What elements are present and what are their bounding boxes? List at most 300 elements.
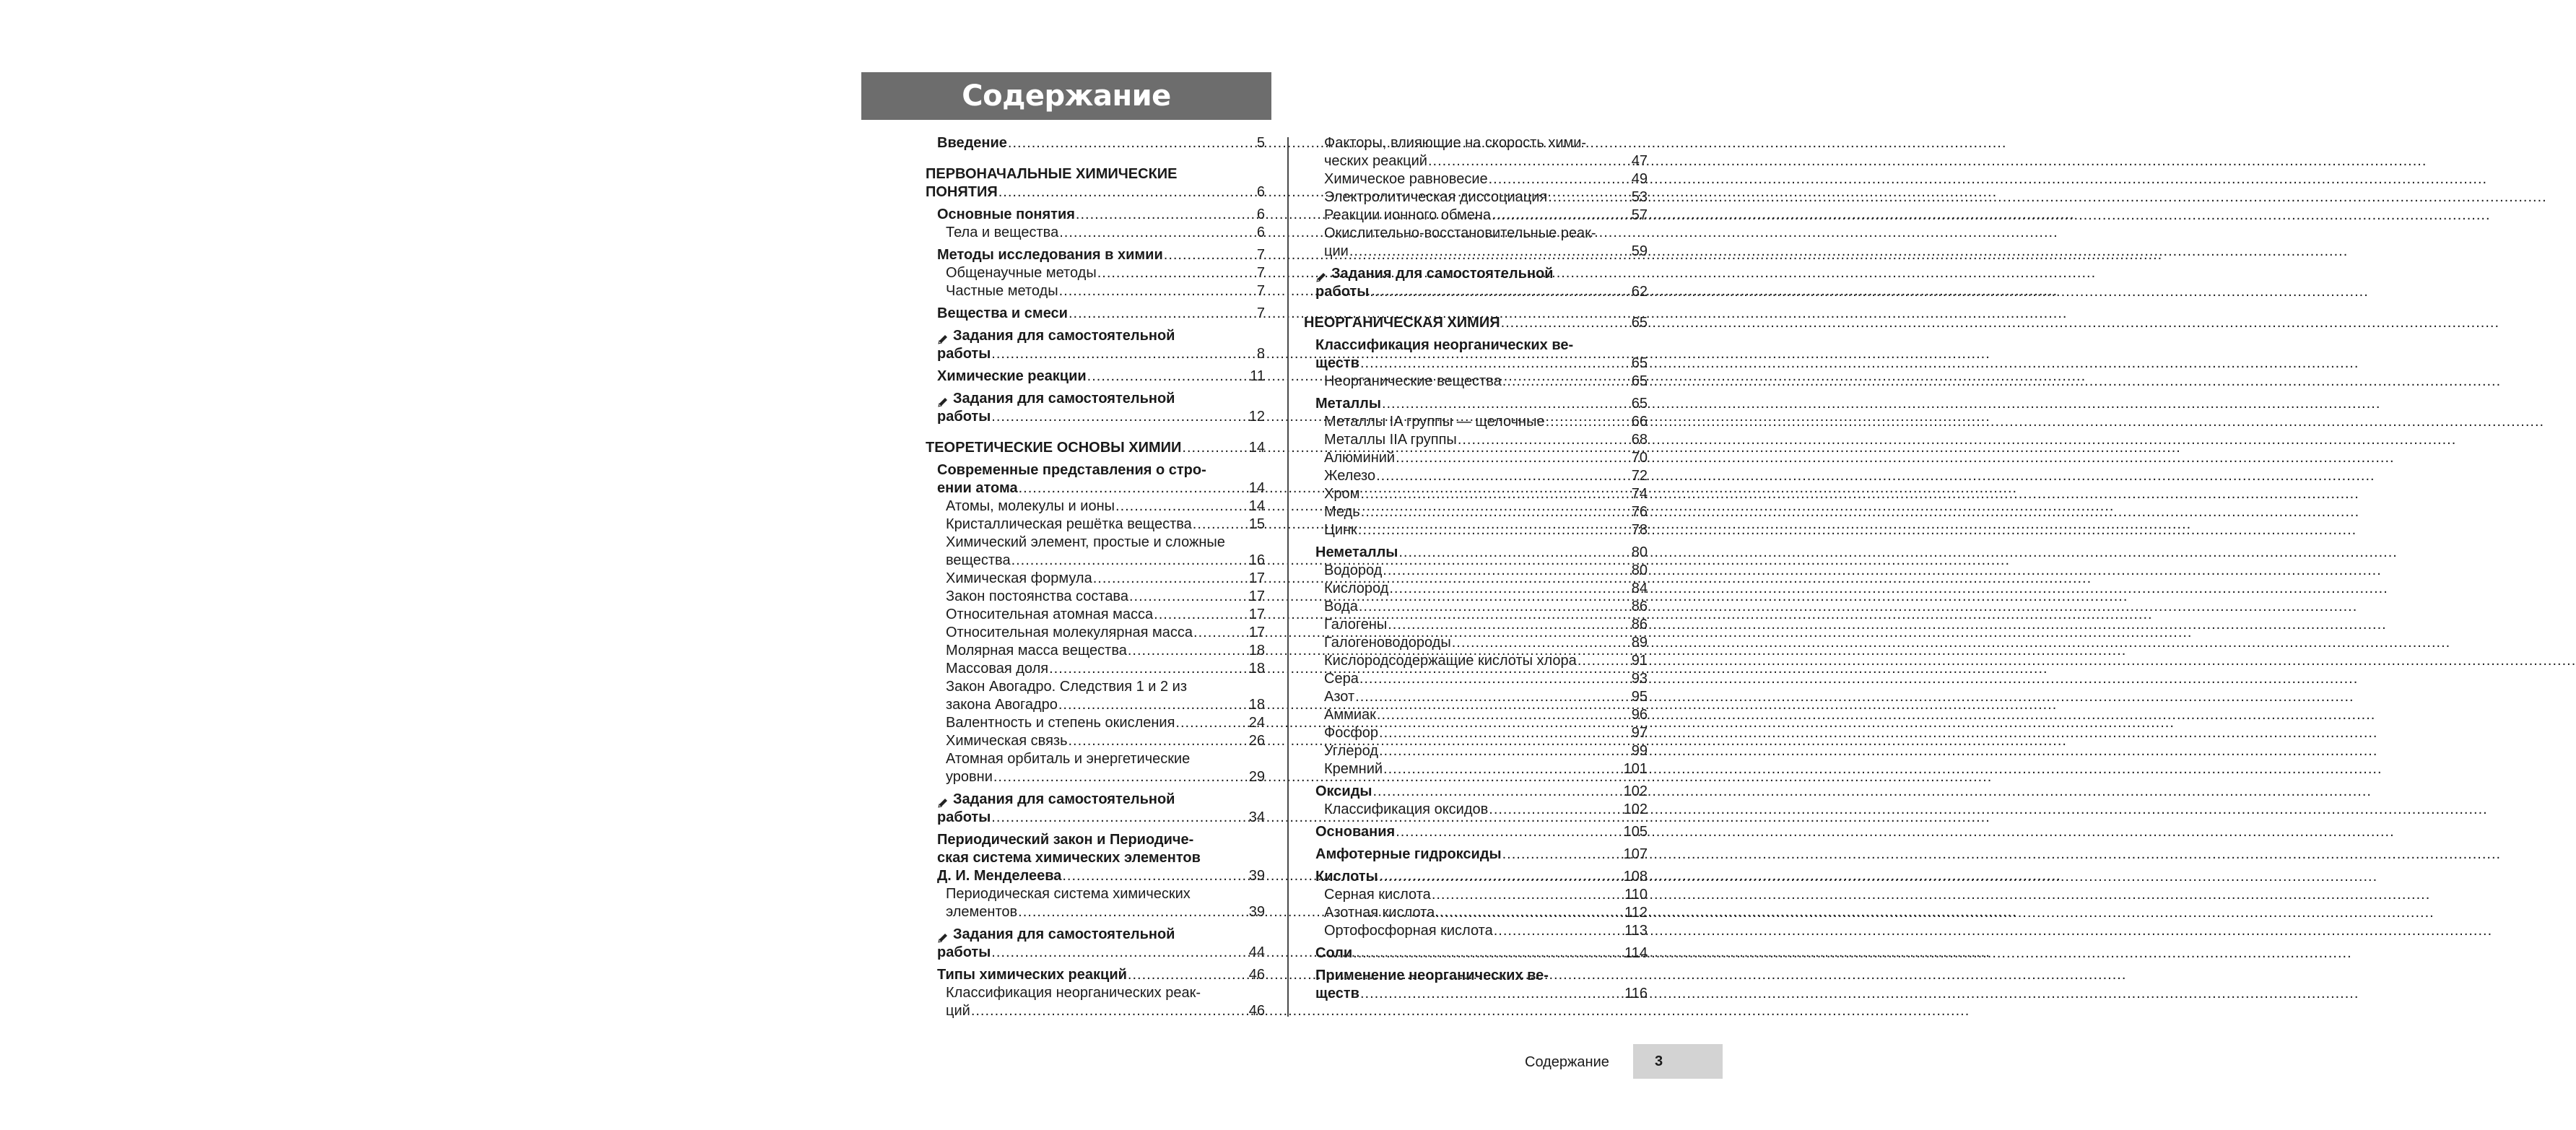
toc-entry[interactable] bbox=[926, 714, 1265, 732]
leader-dots bbox=[1492, 207, 1631, 225]
toc-entry[interactable] bbox=[1304, 652, 1648, 670]
toc-entry-line bbox=[1324, 598, 1648, 616]
toc-entry-line bbox=[1324, 373, 1648, 391]
toc-page-number: 108 bbox=[1623, 869, 1648, 885]
toc-entry[interactable] bbox=[1304, 449, 1648, 467]
toc-entry-line bbox=[937, 368, 1265, 386]
toc-page-number: 6 bbox=[1256, 225, 1265, 240]
pencil-icon bbox=[1315, 271, 1327, 283]
leader-dots bbox=[1193, 624, 1248, 642]
leader-dots bbox=[1379, 724, 1631, 742]
toc-entry-title: Вещества и смеси bbox=[937, 305, 1068, 321]
toc-entry-title: Задания для самостоятельной bbox=[953, 328, 1175, 344]
toc-entry[interactable] bbox=[1304, 225, 1648, 261]
toc-page-number: 80 bbox=[1631, 544, 1648, 560]
toc-entry[interactable] bbox=[926, 368, 1265, 386]
toc-entry[interactable] bbox=[1304, 967, 1648, 1003]
toc-entry-title: Кристаллическая решётка вещества bbox=[946, 516, 1192, 532]
toc-entry-line bbox=[946, 642, 1265, 660]
toc-entry[interactable] bbox=[926, 750, 1265, 786]
leader-dots bbox=[1382, 395, 1631, 413]
toc-entry[interactable] bbox=[926, 246, 1265, 264]
toc-page-number: 53 bbox=[1631, 189, 1648, 205]
toc-entry-title: Кремний bbox=[1324, 761, 1383, 777]
toc-entry[interactable] bbox=[926, 134, 1265, 152]
toc-entry-title: Относительная атомная масса bbox=[946, 607, 1154, 622]
toc-page-number: 86 bbox=[1631, 617, 1648, 633]
toc-entry[interactable] bbox=[926, 588, 1265, 606]
toc-entry-title: Введение bbox=[937, 135, 1007, 151]
toc-entry[interactable] bbox=[1304, 336, 1648, 373]
toc-column-left bbox=[926, 134, 1265, 1020]
toc-entry-line bbox=[926, 439, 1265, 457]
toc-entry[interactable] bbox=[1304, 562, 1648, 580]
toc-entry-line bbox=[1315, 868, 1648, 886]
toc-page-number: 99 bbox=[1631, 743, 1648, 759]
leader-dots bbox=[991, 944, 1248, 962]
leader-dots bbox=[1398, 544, 1630, 562]
toc-entry-title: ТЕОРЕТИЧЕСКИЕ ОСНОВЫ ХИМИИ bbox=[926, 440, 1182, 456]
toc-entry[interactable] bbox=[1304, 207, 1648, 225]
leader-dots bbox=[1018, 903, 1248, 921]
toc-entry[interactable] bbox=[1304, 188, 1648, 207]
toc-entry-line bbox=[1315, 395, 1648, 413]
toc-entry-line bbox=[1324, 467, 1648, 485]
toc-entry-line bbox=[1324, 207, 1648, 225]
toc-entry-line bbox=[937, 831, 1265, 849]
leader-dots bbox=[1128, 642, 1248, 660]
toc-entry-title: Периодический закон и Периодиче- bbox=[937, 832, 1194, 848]
toc-page-number: 7 bbox=[1256, 265, 1265, 281]
toc-entry-line bbox=[946, 696, 1265, 714]
toc-entry-line bbox=[1324, 580, 1648, 598]
leader-dots bbox=[1076, 206, 1256, 224]
leader-dots bbox=[1008, 134, 1256, 152]
toc-entry-line bbox=[1324, 503, 1648, 521]
toc-page-number: 70 bbox=[1631, 450, 1648, 466]
toc-entry-line bbox=[1324, 616, 1648, 634]
toc-entry-title: Металлы bbox=[1315, 396, 1381, 412]
toc-entry[interactable] bbox=[926, 606, 1265, 624]
toc-entry[interactable] bbox=[926, 660, 1265, 678]
toc-entry-line bbox=[1324, 760, 1648, 778]
toc-page-number: 29 bbox=[1248, 769, 1265, 785]
toc-entry-title: Серная кислота bbox=[1324, 887, 1431, 903]
toc-entry[interactable] bbox=[926, 516, 1265, 534]
toc-entry-line bbox=[946, 984, 1265, 1002]
toc-entry-title: Атомная орбиталь и энергетические bbox=[946, 751, 1191, 767]
toc-page-number: 17 bbox=[1248, 625, 1265, 640]
toc-entry[interactable] bbox=[1304, 373, 1648, 391]
leader-dots bbox=[1069, 305, 1256, 323]
leader-dots bbox=[1376, 467, 1631, 485]
toc-entry-line bbox=[937, 461, 1265, 479]
toc-page-number: 46 bbox=[1248, 1003, 1265, 1019]
toc-entry-line bbox=[1324, 431, 1648, 449]
toc-entry-title: работы bbox=[937, 346, 991, 362]
toc-entry-title: ществ bbox=[1315, 355, 1359, 371]
leader-dots bbox=[1360, 985, 1624, 1003]
toc-entry-line bbox=[937, 408, 1265, 426]
toc-entry[interactable] bbox=[926, 831, 1265, 885]
leader-dots bbox=[1458, 431, 1631, 449]
toc-entry-line bbox=[937, 809, 1265, 827]
leader-dots bbox=[1501, 314, 1631, 332]
toc-entry-title: Окислительно-восстановительные реак- bbox=[1324, 225, 1596, 241]
toc-entry[interactable] bbox=[1304, 801, 1648, 819]
toc-section[interactable] bbox=[926, 165, 1265, 201]
toc-entry-line bbox=[1324, 449, 1648, 467]
toc-entry-title: ении атома bbox=[937, 480, 1018, 496]
toc-entry-title: Общенаучные методы bbox=[946, 265, 1097, 281]
toc-page-number: 116 bbox=[1624, 986, 1648, 1001]
toc-entry-line bbox=[1324, 188, 1648, 207]
leader-dots bbox=[1435, 904, 1624, 922]
leader-dots bbox=[1578, 652, 1631, 670]
leader-dots bbox=[1359, 670, 1631, 688]
toc-entry[interactable] bbox=[1304, 170, 1648, 188]
toc-page-number: 6 bbox=[1256, 207, 1265, 222]
toc-entry-line bbox=[1324, 521, 1648, 539]
toc-entry[interactable] bbox=[1304, 265, 1648, 301]
pencil-icon bbox=[937, 932, 949, 944]
toc-entry-line bbox=[1324, 225, 1648, 243]
toc-entry[interactable] bbox=[926, 461, 1265, 497]
leader-dots bbox=[1129, 588, 1248, 606]
toc-page-number: 62 bbox=[1631, 284, 1648, 300]
toc-entry-line bbox=[946, 497, 1265, 516]
toc-entry-line bbox=[1315, 336, 1648, 355]
toc-entry-line bbox=[946, 714, 1265, 732]
toc-entry-title: закона Авогадро bbox=[946, 697, 1058, 713]
toc-entry-title: Аммиак bbox=[1324, 707, 1376, 723]
toc-entry-title: Современные представления о стро- bbox=[937, 462, 1206, 478]
toc-page-number: 49 bbox=[1631, 171, 1648, 187]
toc-entry[interactable] bbox=[1304, 485, 1648, 503]
toc-entry-line bbox=[946, 750, 1265, 768]
toc-entry-title: НЕОРГАНИЧЕСКАЯ ХИМИЯ bbox=[1304, 315, 1500, 331]
toc-entry[interactable] bbox=[1304, 521, 1648, 539]
leader-dots bbox=[1388, 616, 1631, 634]
toc-page-number: 65 bbox=[1631, 355, 1648, 371]
toc-entry-title: Факторы, влияющие на скорость хими- bbox=[1324, 135, 1587, 151]
toc-entry-title: Фосфор bbox=[1324, 725, 1379, 741]
toc-page-number: 26 bbox=[1248, 733, 1265, 749]
toc-entry-title: Металлы IIA группы bbox=[1324, 432, 1457, 448]
toc-entry-line bbox=[1315, 823, 1648, 841]
leader-dots bbox=[1097, 264, 1256, 282]
toc-entry-line bbox=[1324, 485, 1648, 503]
toc-entry[interactable] bbox=[1304, 431, 1648, 449]
toc-page-number: 46 bbox=[1248, 967, 1265, 983]
toc-entry[interactable] bbox=[1304, 634, 1648, 652]
toc-entry-line bbox=[1315, 283, 1648, 301]
toc-entry[interactable] bbox=[926, 791, 1265, 827]
toc-entry-title: работы bbox=[937, 409, 991, 425]
toc-entry-line bbox=[1324, 134, 1648, 152]
toc-entry-line bbox=[1324, 886, 1648, 904]
leader-dots bbox=[1383, 562, 1630, 580]
toc-entry-line bbox=[946, 624, 1265, 642]
toc-entry-line bbox=[946, 885, 1265, 903]
toc-entry-line bbox=[937, 944, 1265, 962]
toc-entry[interactable] bbox=[926, 282, 1265, 300]
toc-page-number: 16 bbox=[1248, 552, 1265, 568]
toc-entry-line bbox=[937, 791, 1265, 809]
toc-entry-title: Галогеноводороды bbox=[1324, 635, 1451, 651]
toc-entry[interactable] bbox=[926, 534, 1265, 570]
leader-dots bbox=[1011, 552, 1248, 570]
toc-entry-line bbox=[1324, 670, 1648, 688]
toc-entry-title: работы bbox=[1315, 284, 1370, 300]
toc-entry-line bbox=[937, 327, 1265, 345]
toc-entry-line bbox=[1324, 688, 1648, 706]
toc-entry-title: ПЕРВОНАЧАЛЬНЫЕ ХИМИЧЕСКИЕ bbox=[926, 166, 1178, 182]
toc-entry-title: Медь bbox=[1324, 504, 1360, 520]
toc-entry[interactable] bbox=[926, 966, 1265, 984]
leader-dots bbox=[1154, 606, 1248, 624]
toc-entry-title: Основания bbox=[1315, 824, 1396, 840]
toc-entry-line bbox=[1324, 724, 1648, 742]
toc-entry[interactable] bbox=[1304, 580, 1648, 598]
toc-page-number: 34 bbox=[1248, 809, 1265, 825]
toc-column-right bbox=[1304, 134, 1648, 1003]
toc-page-number: 65 bbox=[1631, 315, 1648, 331]
toc-entry[interactable] bbox=[926, 264, 1265, 282]
leader-dots bbox=[1396, 449, 1631, 467]
toc-page-number: 76 bbox=[1631, 504, 1648, 520]
toc-page-number: 14 bbox=[1248, 480, 1265, 496]
toc-entry[interactable] bbox=[926, 885, 1265, 921]
toc-entry[interactable] bbox=[1304, 670, 1648, 688]
toc-entry-line bbox=[1324, 634, 1648, 652]
toc-entry-title: Массовая доля bbox=[946, 661, 1049, 677]
leader-dots bbox=[1115, 497, 1248, 516]
toc-entry-title: Атомы, молекулы и ионы bbox=[946, 498, 1115, 514]
toc-section[interactable] bbox=[926, 439, 1265, 457]
toc-entry[interactable] bbox=[1304, 846, 1648, 864]
toc-entry[interactable] bbox=[926, 926, 1265, 962]
toc-entry-line bbox=[937, 867, 1265, 885]
toc-entry[interactable] bbox=[926, 206, 1265, 224]
toc-page-number: 7 bbox=[1256, 283, 1265, 299]
toc-entry[interactable] bbox=[926, 984, 1265, 1020]
toc-entry-line bbox=[1304, 314, 1648, 332]
toc-page-number: 105 bbox=[1623, 824, 1648, 840]
leader-dots bbox=[991, 408, 1248, 426]
toc-entry[interactable] bbox=[1304, 467, 1648, 485]
toc-page-number: 101 bbox=[1623, 761, 1648, 777]
toc-entry-line bbox=[946, 678, 1265, 696]
toc-section[interactable] bbox=[1304, 314, 1648, 332]
toc-entry-title: Цинк bbox=[1324, 522, 1357, 538]
toc-entry[interactable] bbox=[1304, 503, 1648, 521]
toc-page-number: 102 bbox=[1623, 783, 1648, 799]
toc-entry-line bbox=[1315, 846, 1648, 864]
toc-entry-title: Задания для самостоятельной bbox=[1331, 266, 1554, 282]
toc-entry-title: ческих реакций bbox=[1324, 153, 1427, 169]
toc-entry-title: Химическая формула bbox=[946, 570, 1092, 586]
leader-dots bbox=[1358, 521, 1631, 539]
toc-entry[interactable] bbox=[1304, 616, 1648, 634]
toc-entry[interactable] bbox=[1304, 724, 1648, 742]
leader-dots bbox=[1360, 355, 1631, 373]
toc-entry-title: Классификация неорганических ве- bbox=[1315, 337, 1574, 353]
toc-page-number: 84 bbox=[1631, 581, 1648, 596]
toc-entry-title: Закон Авогадро. Следствия 1 и 2 из bbox=[946, 679, 1188, 695]
leader-dots bbox=[1502, 373, 1631, 391]
toc-entry-title: Типы химических реакций bbox=[937, 967, 1127, 983]
toc-page-number: 112 bbox=[1624, 905, 1648, 921]
toc-entry-title: Химическое равновесие bbox=[1324, 171, 1488, 187]
toc-entry[interactable] bbox=[1304, 760, 1648, 778]
toc-entry-line bbox=[946, 1002, 1265, 1020]
toc-entry[interactable] bbox=[926, 305, 1265, 323]
toc-entry-title: Азот bbox=[1324, 689, 1355, 705]
leader-dots bbox=[1432, 886, 1624, 904]
toc-page-number: 8 bbox=[1256, 346, 1265, 362]
toc-entry-title: Задания для самостоятельной bbox=[953, 791, 1175, 807]
toc-entry-title: Классификация неорганических реак- bbox=[946, 985, 1201, 1001]
toc-page-number: 68 bbox=[1631, 432, 1648, 448]
leader-dots bbox=[1379, 742, 1631, 760]
toc-entry[interactable] bbox=[1304, 904, 1648, 922]
toc-page-number: 65 bbox=[1631, 373, 1648, 389]
toc-entry-title: Кислородсодержащие кислоты хлора bbox=[1324, 653, 1577, 669]
leader-dots bbox=[991, 345, 1256, 363]
toc-page-number: 114 bbox=[1624, 945, 1648, 961]
leader-dots bbox=[1059, 224, 1256, 242]
toc-entry[interactable] bbox=[926, 390, 1265, 426]
leader-dots bbox=[1087, 368, 1250, 386]
toc-entry[interactable] bbox=[926, 570, 1265, 588]
toc-entry-title: Задания для самостоятельной bbox=[953, 926, 1175, 942]
toc-entry[interactable] bbox=[1304, 134, 1648, 170]
toc-entry-line bbox=[946, 606, 1265, 624]
toc-entry-title: Галогены bbox=[1324, 617, 1388, 633]
toc-entry[interactable] bbox=[1304, 742, 1648, 760]
toc-entry[interactable] bbox=[1304, 544, 1648, 562]
toc-entry-line bbox=[946, 224, 1265, 242]
leader-dots bbox=[1452, 634, 1631, 652]
toc-entry-title: Периодическая система химических bbox=[946, 886, 1191, 902]
toc-entry[interactable] bbox=[1304, 944, 1648, 962]
toc-entry-line bbox=[946, 732, 1265, 750]
toc-entry-line bbox=[1324, 243, 1648, 261]
toc-entry-line bbox=[1324, 922, 1648, 940]
toc-entry-title: Железо bbox=[1324, 468, 1376, 484]
toc-entry[interactable] bbox=[1304, 413, 1648, 431]
toc-entry[interactable] bbox=[1304, 886, 1648, 904]
toc-entry-title: Задания для самостоятельной bbox=[953, 391, 1175, 407]
toc-entry-title: ществ bbox=[1315, 986, 1359, 1001]
toc-entry-title: Химическая связь bbox=[946, 733, 1068, 749]
leader-dots bbox=[1062, 867, 1248, 885]
leader-dots bbox=[993, 768, 1248, 786]
leader-dots bbox=[1383, 760, 1623, 778]
toc-entry[interactable] bbox=[926, 642, 1265, 660]
leader-dots bbox=[998, 183, 1256, 201]
toc-page-number: 78 bbox=[1631, 522, 1648, 538]
toc-page-number: 47 bbox=[1631, 153, 1648, 169]
toc-entry-title: Вода bbox=[1324, 599, 1358, 614]
leader-dots bbox=[1428, 152, 1631, 170]
toc-entry-line bbox=[1324, 706, 1648, 724]
toc-entry[interactable] bbox=[926, 732, 1265, 750]
leader-dots bbox=[1548, 188, 1630, 207]
toc-page-number: 7 bbox=[1256, 305, 1265, 321]
toc-page-number: 15 bbox=[1248, 516, 1265, 532]
toc-entry[interactable] bbox=[1304, 922, 1648, 940]
toc-page-number: 18 bbox=[1248, 661, 1265, 677]
toc-entry[interactable] bbox=[1304, 706, 1648, 724]
leader-dots bbox=[1355, 688, 1631, 706]
toc-entry-title: Неметаллы bbox=[1315, 544, 1398, 560]
toc-page-number: 7 bbox=[1256, 247, 1265, 263]
toc-entry[interactable] bbox=[1304, 823, 1648, 841]
toc-page-number: 18 bbox=[1248, 697, 1265, 713]
toc-page-number: 12 bbox=[1248, 409, 1265, 425]
toc-entry-line bbox=[937, 390, 1265, 408]
toc-entry-title: Электролитическая диссоциация bbox=[1324, 189, 1548, 205]
leader-dots bbox=[1193, 516, 1248, 534]
toc-entry[interactable] bbox=[926, 678, 1265, 714]
toc-entry-title: Кислоты bbox=[1315, 869, 1378, 885]
toc-entry-line bbox=[937, 134, 1265, 152]
toc-entry-title: Азотная кислота bbox=[1324, 905, 1435, 921]
page-number: 3 bbox=[1655, 1053, 1663, 1069]
page-number-box bbox=[1633, 1044, 1723, 1079]
column-divider bbox=[1287, 137, 1289, 1017]
leader-dots bbox=[1353, 944, 1624, 962]
toc-entry[interactable] bbox=[1304, 688, 1648, 706]
toc-entry-line bbox=[946, 903, 1265, 921]
toc-entry-title: ции bbox=[1324, 243, 1349, 259]
toc-entry-title: Металлы IA группы — щелочные bbox=[1324, 414, 1545, 430]
toc-page-number: 65 bbox=[1631, 396, 1648, 412]
toc-entry-line bbox=[1315, 544, 1648, 562]
toc-entry-line bbox=[1315, 265, 1648, 283]
toc-page-number: 39 bbox=[1248, 868, 1265, 884]
toc-entry-title: элементов bbox=[946, 904, 1018, 920]
leader-dots bbox=[1377, 706, 1631, 724]
toc-entry-line bbox=[937, 206, 1265, 224]
toc-page-number: 113 bbox=[1624, 923, 1648, 939]
toc-page-number: 17 bbox=[1248, 588, 1265, 604]
toc-entry-line bbox=[1324, 904, 1648, 922]
leader-dots bbox=[1049, 660, 1248, 678]
toc-entry[interactable] bbox=[1304, 395, 1648, 413]
toc-entry-title: Амфотерные гидроксиды bbox=[1315, 846, 1502, 862]
toc-page-number: 57 bbox=[1631, 207, 1648, 223]
toc-entry-title: Относительная молекулярная масса bbox=[946, 625, 1193, 640]
toc-entry[interactable] bbox=[926, 327, 1265, 363]
page-title: Содержание bbox=[861, 72, 1271, 120]
toc-entry[interactable] bbox=[926, 624, 1265, 642]
toc-page-number: 24 bbox=[1248, 715, 1265, 731]
toc-entry[interactable] bbox=[926, 497, 1265, 516]
toc-entry[interactable] bbox=[1304, 868, 1648, 886]
toc-entry-title: Частные методы bbox=[946, 283, 1058, 299]
pencil-icon bbox=[937, 797, 949, 809]
toc-entry-line bbox=[937, 966, 1265, 984]
toc-entry[interactable] bbox=[1304, 598, 1648, 616]
leader-dots bbox=[1349, 243, 1631, 261]
toc-entry-title: ПОНЯТИЯ bbox=[926, 184, 998, 200]
toc-entry[interactable] bbox=[1304, 783, 1648, 801]
toc-entry-line bbox=[1324, 562, 1648, 580]
toc-entry[interactable] bbox=[926, 224, 1265, 242]
